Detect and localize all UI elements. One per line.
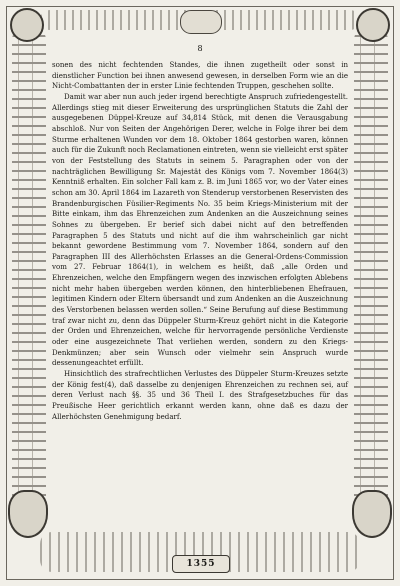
eagle-shield-icon (8, 490, 48, 538)
footer-stamp: 1355 (172, 555, 230, 573)
eagle-crest-icon (10, 8, 44, 42)
paragraph: sonen des nicht fechtenden Standes, die ihnen zugetheilt oder sonst in dienstlicher Function bei ihnen anwesend gewesen, in derselben Form wie an die Nicht-Combattanten der in erster Linie fechtenden Truppen, geschehen sollte. (52, 60, 348, 91)
page-number: 8 (197, 44, 203, 53)
border-ornament-right (354, 26, 388, 528)
page-content (52, 44, 348, 550)
eagle-shield-icon (352, 490, 392, 538)
paragraph: Damit war aber nun auch jeder irgend berechtigte Anspruch zufriedengestellt. Allerdings stieg mit dieser Erweiterung des ursprünglichen Statuts die Zahl der ausgegebenen Düppel-Kreuze auf 34,814 Stück, mit denen die Verausgabung abschloß. Nur von Seiten der Angehörigen Derer, welche in Folge ihrer bei dem Sturme erhaltenen Wunden vor dem 18. Oktober 1864 gestorben waren, können auch für die Zukunft noch Reclamationen eintreten, wenn sie vielleicht erst später von der Feststellung des Statuts in seinem 5. Paragraphen oder von der nachträglichen Bewilligung Sr. Majestät des Königs vom 7. November 1864(3) Kenntniß erhalten. Ein solcher Fall kam z. B. im Juni 1865 vor, wo der Vater eines schon am 30. April 1864 im Lazareth von Stenderup verstorbenen Reservisten des Brandenburgischen Füsilier-Regiments No. 35 beim Kriegs-Ministerium mit der Bitte einkam, ihm das Ehrenzeichen zum Andenken an die Auszeichnung seines Sohnes zu übergeben. Er berief sich dabei nicht auf den betreffenden Paragraphen 5 des Statuts und nicht auf die ihm wahrscheinlich gar nicht bekannt gewordene Bestimmung vom 7. November 1864, sondern auf den Paragraphen III des Allerhöchsten Erlasses an die General-Ordens-Commission vom 27. Februar 1864(1), in welchem es heißt, daß „alle Orden und Ehrenzeichen, welche den Empfängern wegen des inzwischen erfolgten Ablebens nicht mehr haben übergeben werden können, den hinterbliebenen Ehefrauen, legitimen Kindern oder Eltern übersandt und zum Andenken an die Auszeichnung des Verstorbenen belassen werden sollen.“ Seine Berufung auf diese Bestimmung traf zwar nicht zu, denn das Düppeler Sturm-Kreuz gehört nicht in die Kategorie der Orden und Ehrenzeichen, welche für hervorragende persönliche Verdienste oder eine ausgezeichnete That verliehen werden, sondern zu den Kriegs-Denkmünzen; aber sein Wunsch oder vielmehr sein Anspruch wurde dessenungeachtet erfüllt. (52, 91, 348, 368)
body-text (52, 60, 348, 422)
paragraph: Hinsichtlich des strafrechtlichen Verlustes des Düppeler Sturm-Kreuzes setzte der König fest(4), daß dasselbe zu denjenigen Ehrenzeichen zu rechnen sei, auf deren Verlust nach §§. 35 und 36 Theil I. des Strafgesetzbuches für das Preußische Heer gerichtlich erkannt werden kann, ohne daß es dazu der Allerhöchsten Genehmigung bedarf. (52, 369, 348, 421)
border-ornament-left (12, 26, 46, 528)
eagle-crest-icon (356, 8, 390, 42)
royal-monogram-icon (180, 10, 222, 34)
